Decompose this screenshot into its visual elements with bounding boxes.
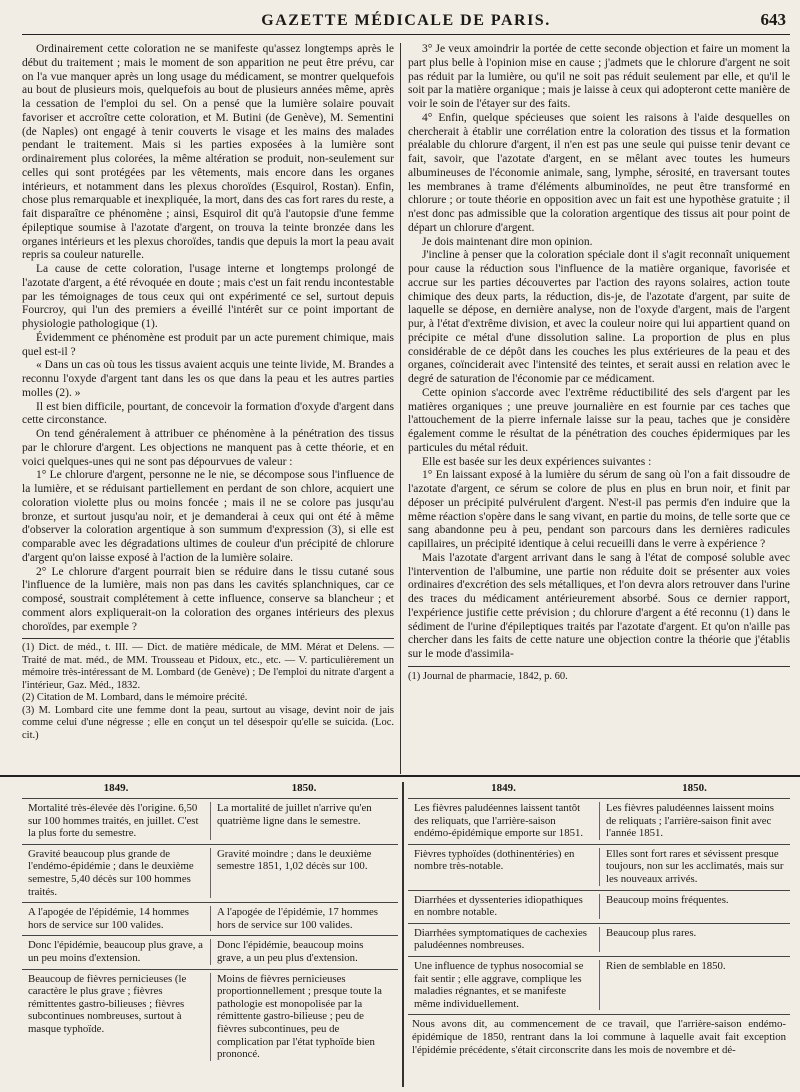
table-row <box>22 798 398 844</box>
table-cell: Mortalité très-élevée dès l'origine. 6,50 sur 100 hommes traités, en juillet. C'est la plus forte du semestre. <box>28 802 199 840</box>
page-header <box>22 6 790 35</box>
paragraph: « Dans un cas où tous les tissus avaient acquis une teinte livide, M. Brandes a reconnu l'oxyde d'argent tant dans les os que dans la peau et les autres parties molles (2). » <box>22 359 394 399</box>
year-heading: 1850. <box>291 782 317 794</box>
journal-title: GAZETTE MÉDICALE DE PARIS. <box>261 12 551 29</box>
year-heading: 1849. <box>491 782 516 794</box>
table-row <box>22 935 398 968</box>
paragraph: Elle est basée sur les deux expériences suivantes : <box>422 455 652 468</box>
right-column <box>408 43 790 684</box>
paragraph: 2° Le chlorure d'argent pourrait bien se réduire dans le tissu cutané sous l'influence de la lumière, mais non pas dans les cavités splanchniques, car ce composé, soustrait complétement à cette influence, conserve sa blancheur ; et comment alors expliquerait-on la coloration des organes intérieurs des plexus choroïdes, par exemple ? <box>22 565 394 633</box>
comparison-tables <box>22 782 790 1087</box>
table-cell: Les fièvres paludéennes laissent tantôt des reliquats, que l'arrière-saison endémo-épidémique emporte sur 1851. <box>414 802 584 840</box>
paragraph: 1° En laissant exposé à la lumière du sérum de sang où l'on a fait dissoudre de l'azotate d'argent, ce sérum se colore de plus en plus en brun noir, et finit par déposer un précipité pulvérulent d'argent. N'est-il pas permis d'en induire que la même réaction s'opère dans le sang vivant, en partie du moins, de telle sorte que ce sang abandonne peu à peu, pendant son parcours dans les dernières radicules capillaires, un précipité identique à celui recueilli dans le verre à expérience ? <box>408 469 790 550</box>
table-cell: Gravité moindre ; dans le deuxième semestre 1851, 1,02 décès sur 100. <box>210 848 398 898</box>
table-row <box>22 844 398 902</box>
table-cell: Diarrhées et dyssenteries idiopathiques en nombre notable. <box>414 893 583 919</box>
year-heading: 1850. <box>682 782 707 794</box>
paragraph: Évidemment ce phénomène est produit par un acte purement chimique, mais quel est-il ? <box>22 331 394 358</box>
paragraph: Mais l'azotate d'argent arrivant dans le sang à l'état de composé soluble avec l'intervention de l'albumine, une partie non réduite doit se présenter aux voies ordinaires d'excrétion des sels métalliques, et l'on devra alors retrouver dans l'urine des traces du médicament antérieurement absorbé. Sous ce dernier rapport, l'expérience justifie cette prévision ; du chlorure d'argent a été reconnu (1) dans le sédiment de l'urine d'épileptiques traités par l'azotate d'argent. Et qu'on n'aille pas chercher dans les faits de cette nature une objection contre la théorie que j'établis sur le mode d'assimila- <box>408 551 790 660</box>
year-heading: 1849. <box>103 782 129 794</box>
table-header <box>22 782 398 798</box>
paragraph: J'incline à penser que la coloration spéciale dont il s'agit reconnaît uniquement pour cause la réduction sous l'influence de la matière organique, favorisée et accrue sur les parties découvertes par l'action des rayons solaires, action toute chimique des deux parts, la réduction, dis-je, de l'azotate d'argent, par suite de laquelle se dépose, en dernière analyse, non de l'oxyde d'argent, mais de l'argent pur, à l'état d'extrême division, et avec la couleur noire qui lui appartient quand on précipite ce métal d'une dissolution saline. La proportion de plus en plus considérable de ce dépôt dans les couches les plus extérieures de la peau et des organes, coïnciderait avec l'intensité des teintes, et serait aussi en relation avec le degré de saturation de l'économie par ce médicament. <box>408 249 790 385</box>
section-divider <box>0 775 800 777</box>
table-header <box>408 782 790 798</box>
table-row <box>22 902 398 935</box>
paragraph: Je dois maintenant dire mon opinion. <box>422 235 593 248</box>
paragraph: 4° Enfin, quelque spécieuses que soient les raisons à l'aide desquelles on chercherait à établir une corrélation entre la coloration des tissus et la formation préalable du chlorure d'argent, il n'en est pas une seule qui puisse tenir devant ce fait, savoir, que l'azotate d'argent, en se mêlant avec toutes les humeurs albumineuses de l'économie animale, sang, lymphe, sérosité, en traversant toutes les membranes à trame d'éléments albuminoïdes, ne peut être transformé en chlorure ; or toute théorie en opposition avec un fait est une hypothèse gratuite ; il n'est donc pas admissible que la coloration argentique des tissus ait pour point de départ un chlorure d'argent. <box>408 111 790 234</box>
comparison-table-right <box>408 782 790 1087</box>
table-cell: Moins de fièvres pernicieuses proportionnellement ; presque toute la pathologie est monopolisée par la rémittente gastro-bilieuse ; peu de fièvres subcontinues, peu de complication par l'état typhoïde bien prononcé. <box>210 973 398 1061</box>
table-cell: Gravité beaucoup plus grande de l'endémo-épidémie ; dans le deuxième semestre, 5,40 décès sur 100 hommes traités. <box>28 847 194 898</box>
table-cell: A l'apogée de l'épidémie, 17 hommes hors de service sur 100 valides. <box>210 906 398 931</box>
page-number: 643 <box>760 10 786 29</box>
table-cell: Donc l'épidémie, beaucoup plus grave, a un peu moins d'extension. <box>28 939 203 964</box>
footnotes <box>22 638 394 742</box>
table-cell: La mortalité de juillet n'arrive qu'en quatrième ligne dans le semestre. <box>210 802 398 840</box>
column-divider <box>400 43 401 774</box>
table-divider <box>402 782 404 1087</box>
table-cell: Elles sont fort rares et sévissent presque toujours, non sur les acclimatés, mais sur les nouveaux arrivés. <box>599 848 790 886</box>
table-cell: Diarrhées symptomatiques de cachexies paludéennes nombreuses. <box>414 926 587 952</box>
paragraph: 3° Je veux amoindrir la portée de cette seconde objection et faire un moment la part plus belle à l'opinion mise en cause ; j'admets que le chlorure d'argent ne soit pas réduit par la lumière, ou qu'il ne soit pas réduit seulement par elle, et qu'il le soit par la matière organique ; mais je laisse à ceux qui adopteront cette manière de voir le soin de l'étayer sur des faits. <box>408 43 791 110</box>
table-row <box>22 969 398 1065</box>
table-row <box>408 923 790 956</box>
paragraph: Il est bien difficile, pourtant, de concevoir la formation d'oxyde d'argent dans cette circonstance. <box>22 400 394 427</box>
paragraph: On tend généralement à attribuer ce phénomène à la pénétration des tissus par le chlorure d'argent. Les objections ne manquent pas à cette théorie, et en voici quelques-unes qui ne sont pas dépourvues de valeur : <box>22 428 394 468</box>
footnote: (1) Dict. de méd., t. III. — Dict. de matière médicale, de MM. Mérat et Delens. — Traité de mat. méd., de MM. Trousseau et Pidoux, etc., etc. — V. particulièrement un mémoire très-intéressant de M. Lombard (de Genève) ; De l'emploi du nitrate d'argent a l'intérieur, Gaz. Méd., 1832. <box>22 642 394 691</box>
left-column <box>22 43 394 742</box>
table-cell: A l'apogée de l'épidémie, 14 hommes hors de service sur 100 valides. <box>28 906 190 931</box>
table-cell: Beaucoup de fièvres pernicieuses (le caractère le plus grave ; fièvres rémittentes gastro-bilieuses ; fièvres subcontinues nombreuses, surtout à masque typhoïde. <box>28 972 187 1035</box>
table-cell: Une influence de typhus nosocomial se fait sentir ; elle aggrave, complique les maladies régnantes, et se manifeste même individuellement. <box>414 959 584 1010</box>
paragraph: 1° Le chlorure d'argent, personne ne le nie, se décompose sous l'influence de la lumière, et se réduisant partiellement en perdant de son chlore, acquiert une coloration violette plus ou moins foncée ; mais il ne se colore pas jusqu'au bronze, et surtout jusqu'au noir, et je demanderai à ceux qui ont été à même d'observer la coloration argentique à son summum d'expression (3), si elle est comparable avec les dégradations ultimes de couleur d'un précipité de chlorure d'argent qu'on laisse exposé à l'action de la lumière solaire. <box>22 469 394 564</box>
table-cell: Fièvres typhoïdes (dothinentéries) en nombre très-notable. <box>414 847 575 873</box>
footnote: (1) Journal de pharmacie, 1842, p. 60. <box>408 666 790 684</box>
table-row <box>408 798 790 844</box>
article-body <box>22 43 790 774</box>
table-cell: Rien de semblable en 1850. <box>599 960 790 1010</box>
table-row <box>408 956 790 1014</box>
paragraph: Ordinairement cette coloration ne se manifeste qu'assez longtemps après le début du traitement ; mais le moment de son apparition ne peut être prévu, car on l'a vue manquer après un long usage du médicament, se montrer quelquefois au bout de plusieurs mois, quelquefois au bout de plusieurs années même, après la cessation de l'emploi du sel. On a pensé que la lumière solaire pouvait favoriser et accroître cette coloration, et M. Butini (de Genève), M. Sementini (de Naples) ont engagé à tenir couverts le visage et les mains des malades pendant le traitement. Mais si les parties exposées à la lumière sont ordinairement plus colorées, la même altération se produit, non-seulement sur celles qui sont protégées par les vêtements, mais encore dans les organes intérieurs, et notamment dans les plexus choroïdes (Esquirol, Rostan). Enfin, chose plus remarquable et inexpliquée, la mort, dans des cas fort rares du reste, a fait disparaître ce phénomène ; ainsi, Esquirol dit qu'à l'autopsie d'une femme épileptique soumise à l'azotate d'argent, on trouva la teinte bronzée dans les organes intérieurs et les plexus choroïdes, tandis que depuis la mort la peau avait repris sa couleur naturelle. <box>22 43 395 262</box>
paragraph: Cette opinion s'accorde avec l'extrême réductibilité des sels d'argent par les matières organiques ; une preuve journalière en est fournie par ces taches que l'attouchement de la pierre infernale laisse sur la peau, taches que je considère également comme le résultat de la pénétration des couches épidermiques par les particules du métal réduit. <box>408 386 790 454</box>
table-cell: Les fièvres paludéennes laissent moins de reliquats ; l'arrière-saison finit avec l'année 1851. <box>599 802 790 840</box>
table-row <box>408 890 790 923</box>
table-cell: Donc l'épidémie, beaucoup moins grave, a un peu plus d'extension. <box>210 939 398 964</box>
footnote: (2) Citation de M. Lombard, dans le mémoire précité. <box>22 692 248 704</box>
table-row <box>408 844 790 890</box>
table-note: Nous avons dit, au commencement de ce travail, que l'arrière-saison endémo-épidémique de 1850, rentrant dans la loi commune à laquelle avait fait exception l'épidémie précédente, s'était circonscrite dans les mois de novembre et dé- <box>408 1014 790 1056</box>
comparison-table-left <box>22 782 398 1087</box>
table-cell: Beaucoup plus rares. <box>599 927 790 952</box>
footnote: (3) M. Lombard cite une femme dont la peau, surtout au visage, devint noir de jais comme celui d'une négresse ; elle en conçut un tel désespoir qu'elle se suicida. (Loc. cit.) <box>22 704 394 741</box>
paragraph: La cause de cette coloration, l'usage interne et longtemps prolongé de l'azotate d'argent, a été révoquée en doute ; mais c'est un fait rendu incontestable par les témoignages de tous ceux qui ont expérimenté ce sel, surtout depuis Fourcroy, qui l'un des premiers a éveillé l'intérêt sur ce point important de physiologie pathologique (1). <box>22 263 394 330</box>
table-cell: Beaucoup moins fréquentes. <box>599 894 790 919</box>
